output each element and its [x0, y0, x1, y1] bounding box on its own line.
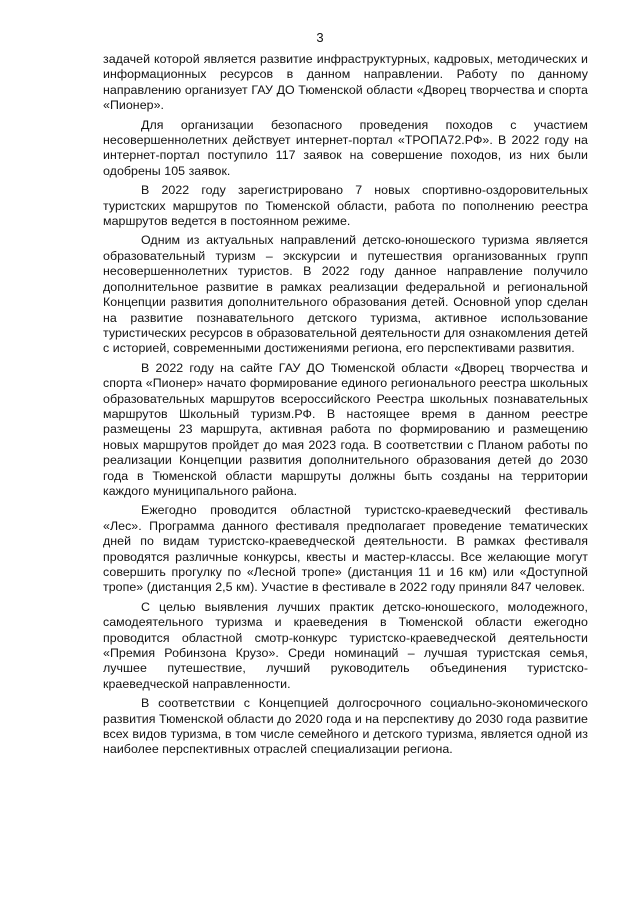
paragraph-development-concept: В соответствии с Концепцией долгосрочного социально-экономического развития Тюменской области до 2020 года и на перспективу до 2030 года развитие всех видов туризма, в том числе семейного и детского туризма, является одной из наиболее перспективных отраслей специализации региона.: [103, 696, 588, 757]
document-body: [103, 52, 588, 762]
paragraph-continuation: задачей которой является развитие инфраструктурных, кадровых, методических и информационных ресурсов в данном направлении. Работу по данному направлению организует ГАУ ДО Тюменской области «Дворец творчества и спорта «Пионер».: [103, 52, 588, 113]
paragraph-educational-tourism: Одним из актуальных направлений детско-юношеского туризма является образовательный туризм – экскурсии и путешествия организованных групп несовершеннолетних туристов. В 2022 году данное направление получило дополнительное развитие в рамках реализации федеральной и региональной Концепции развития дополнительного образования детей. Основной упор сделан на развитие познавательного детского туризма, активное использование туристических ресурсов в образовательной деятельности для ознакомления детей с историей, современными достижениями региона, его перспективами развития.: [103, 233, 588, 356]
paragraph-robinson-prize: С целью выявления лучших практик детско-юношеского, молодежного, самодеятельного туризма и краеведения в Тюменской области ежегодно проводится областной смотр-конкурс туристско-краеведческой деятельности «Премия Робинзона Крузо». Среди номинаций – лучшая туристская семья, лучшее путешествие, лучший руководитель объединения туристско-краеведческой направленности.: [103, 599, 588, 691]
paragraph-tropa-portal: Для организации безопасного проведения походов с участием несовершеннолетних действует интернет-портал «ТРОПА72.РФ». В 2022 году на интернет-портал поступило 117 заявок на совершение походов, из них были одобрены 105 заявок.: [103, 117, 588, 178]
page-number: 3: [316, 30, 324, 45]
paragraph-school-routes-registry: В 2022 году на сайте ГАУ ДО Тюменской области «Дворец творчества и спорта «Пионер» начато формирование единого регионального реестра школьных образовательных маршрутов всероссийского Реестра школьных познавательных маршрутов Школьный туризм.РФ. В настоящее время в данном реестре размещены 23 маршрута, активная работа по формированию и размещению новых маршрутов пройдет до мая 2023 года. В соответствии с Планом работы по реализации Концепции развития дополнительного образования детей до 2030 года в Тюменской области маршруты должны быть созданы на территории каждого муниципального района.: [103, 360, 588, 498]
paragraph-new-routes: В 2022 году зарегистрировано 7 новых спортивно-оздоровительных туристских маршрутов по Тюменской области, работа по пополнению реестра маршрутов ведется в постоянном режиме.: [103, 183, 588, 229]
paragraph-les-festival: Ежегодно проводится областной туристско-краеведческий фестиваль «Лес». Программа данного фестиваля предполагает проведение тематических дней по видам туристско-краеведческой деятельности. В рамках фестиваля проводятся различные конкурсы, квесты и мастер-классы. Все желающие могут совершить прогулку по «Лесной тропе» (дистанция 11 и 16 км) или «Доступной тропе» (дистанция 2,5 км). Участие в фестивале в 2022 году приняли 847 человек.: [103, 503, 588, 595]
